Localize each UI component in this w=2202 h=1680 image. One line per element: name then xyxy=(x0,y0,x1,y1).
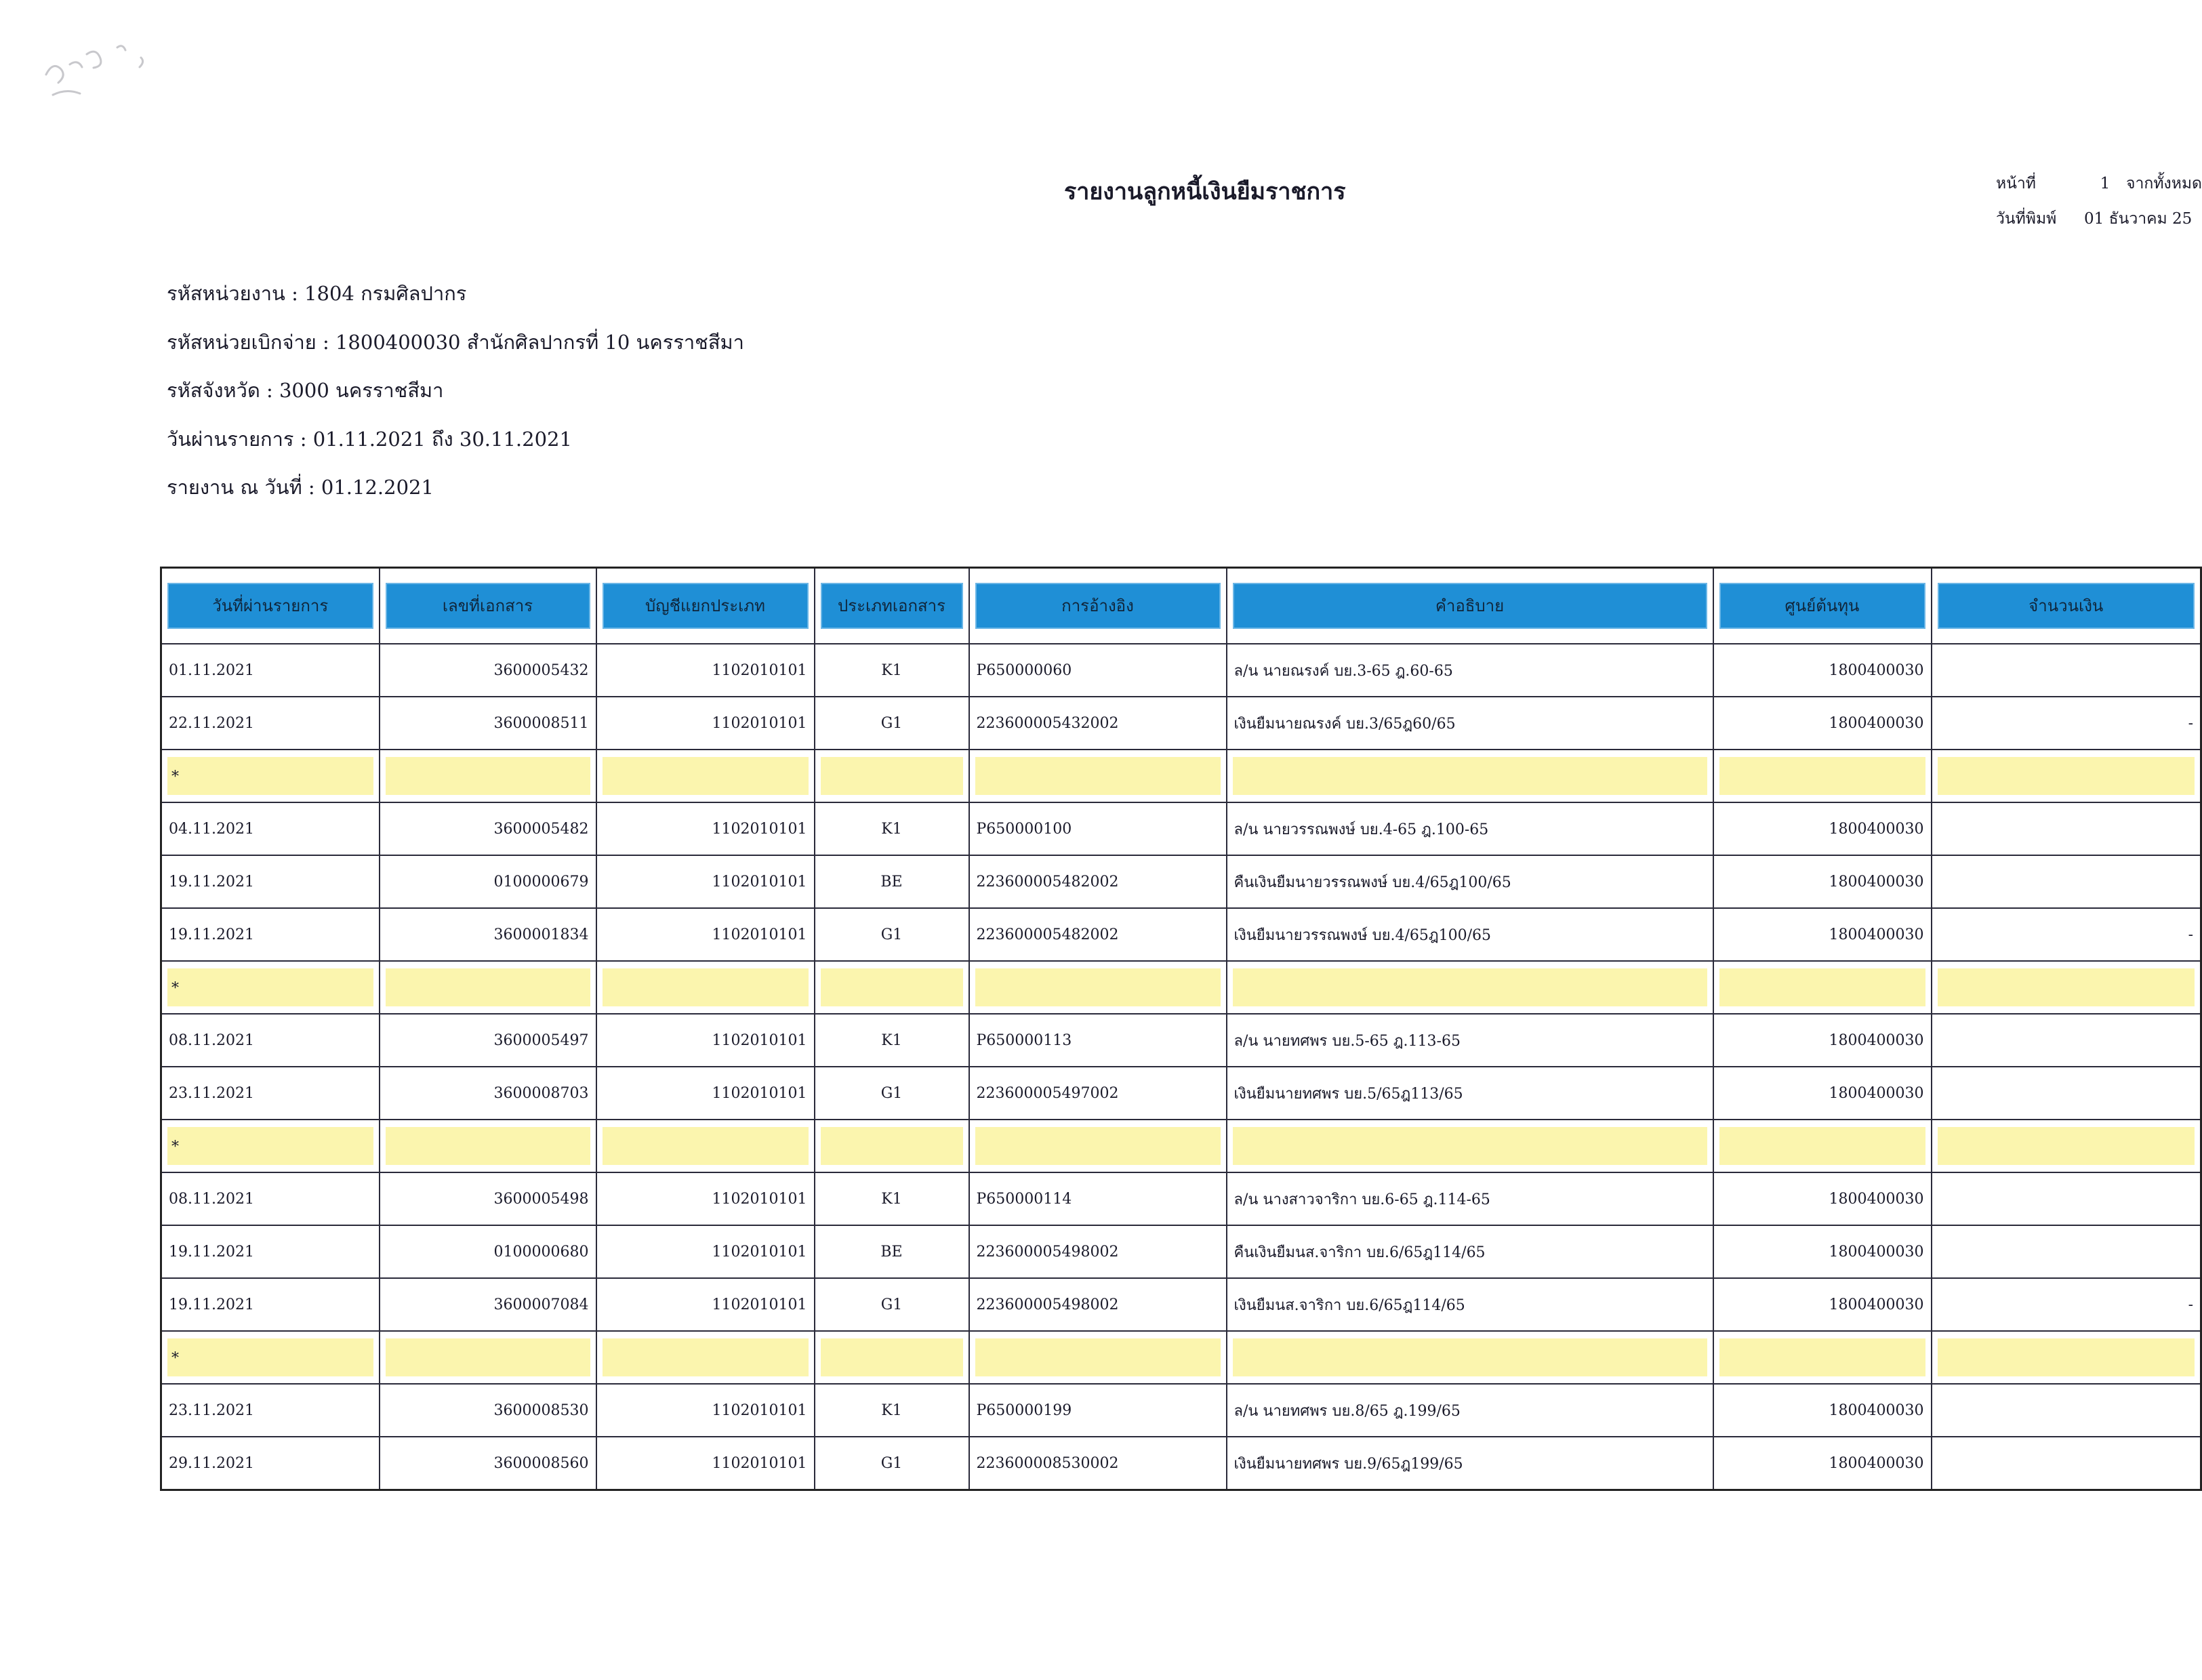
separator-fill xyxy=(1938,757,2195,795)
cell-ledger: 1102010101 xyxy=(596,1278,815,1331)
cell-cost-center: 1800400030 xyxy=(1713,855,1932,908)
separator-fill xyxy=(821,1338,963,1376)
separator-fill xyxy=(975,968,1221,1006)
cell-ledger: 1102010101 xyxy=(596,802,815,855)
cell-amount xyxy=(1932,855,2201,908)
column-header-cost-center: ศูนย์ต้นทุน xyxy=(1713,568,1932,644)
subtotal-marker: * xyxy=(167,968,373,1006)
separator-cell xyxy=(815,750,969,802)
cell-document-type: K1 xyxy=(815,802,969,855)
cell-ledger: 1102010101 xyxy=(596,1225,815,1278)
cell-amount: - xyxy=(1932,1278,2201,1331)
separator-cell xyxy=(596,1331,815,1384)
cell-document-number: 3600001834 xyxy=(380,908,596,961)
cell-document-type: G1 xyxy=(815,697,969,750)
separator-fill xyxy=(386,968,590,1006)
page-info xyxy=(1996,166,2202,237)
cell-document-number: 3600005497 xyxy=(380,1014,596,1067)
subtotal-separator-row xyxy=(161,1120,2201,1172)
cell-document-number: 3600005498 xyxy=(380,1172,596,1225)
separator-fill xyxy=(821,757,963,795)
cell-posting-date: 23.11.2021 xyxy=(161,1067,380,1120)
cell-document-number: 3600008703 xyxy=(380,1067,596,1120)
cell-document-number: 3600008560 xyxy=(380,1437,596,1490)
debtor-table xyxy=(160,567,2202,1491)
separator-cell xyxy=(969,1120,1227,1172)
separator-cell xyxy=(815,1120,969,1172)
separator-cell xyxy=(380,961,596,1014)
table-row xyxy=(161,1172,2201,1225)
separator-fill xyxy=(821,968,963,1006)
table-row xyxy=(161,802,2201,855)
separator-fill xyxy=(1719,1338,1925,1376)
separator-cell xyxy=(969,961,1227,1014)
separator-cell xyxy=(596,750,815,802)
cell-document-type: G1 xyxy=(815,908,969,961)
cell-ledger: 1102010101 xyxy=(596,1437,815,1490)
separator-cell xyxy=(969,750,1227,802)
cell-posting-date: 19.11.2021 xyxy=(161,908,380,961)
cell-document-number: 3600008511 xyxy=(380,697,596,750)
separator-fill xyxy=(1719,757,1925,795)
cell-posting-date: 08.11.2021 xyxy=(161,1172,380,1225)
separator-cell xyxy=(161,1331,380,1384)
cell-amount xyxy=(1932,644,2201,697)
cell-ledger: 1102010101 xyxy=(596,1172,815,1225)
subtotal-separator-row xyxy=(161,750,2201,802)
separator-fill xyxy=(386,1338,590,1376)
separator-cell xyxy=(596,961,815,1014)
cell-description: เงินยืมนายทศพร บย.5/65ฎ113/65 xyxy=(1227,1067,1713,1120)
disbursing-unit-code: รหัสหน่วยเบิกจ่าย : 1800400030 สำนักศิลปากรที่ 10 นครราชสีมา xyxy=(167,330,744,354)
cell-reference: P650000114 xyxy=(969,1172,1227,1225)
separator-cell xyxy=(1932,961,2201,1014)
cell-posting-date: 08.11.2021 xyxy=(161,1014,380,1067)
separator-cell xyxy=(1713,1120,1932,1172)
table-row xyxy=(161,697,2201,750)
cell-cost-center: 1800400030 xyxy=(1713,644,1932,697)
cell-document-type: K1 xyxy=(815,644,969,697)
cell-posting-date: 01.11.2021 xyxy=(161,644,380,697)
column-header-ledger: บัญชีแยกประเภท xyxy=(596,568,815,644)
separator-cell xyxy=(1932,750,2201,802)
cell-amount xyxy=(1932,1067,2201,1120)
cell-description: ล/น นางสาวจาริกา บย.6-65 ฎ.114-65 xyxy=(1227,1172,1713,1225)
separator-fill xyxy=(1938,1338,2195,1376)
cell-amount xyxy=(1932,1014,2201,1067)
separator-fill xyxy=(1938,1127,2195,1165)
cell-amount xyxy=(1932,1225,2201,1278)
cell-ledger: 1102010101 xyxy=(596,1067,815,1120)
cell-description: คืนเงินยืมนส.จาริกา บย.6/65ฎ114/65 xyxy=(1227,1225,1713,1278)
cell-document-number: 0100000680 xyxy=(380,1225,596,1278)
separator-cell xyxy=(969,1331,1227,1384)
separator-fill xyxy=(1233,1127,1707,1165)
separator-fill xyxy=(1719,1127,1925,1165)
separator-cell xyxy=(380,1331,596,1384)
cell-reference: P650000060 xyxy=(969,644,1227,697)
scan-stamp-mark xyxy=(33,27,155,115)
separator-fill xyxy=(603,1338,809,1376)
cell-reference: 223600005482002 xyxy=(969,855,1227,908)
agency-code: รหัสหน่วยงาน : 1804 กรมศิลปากร xyxy=(167,282,467,305)
table-row xyxy=(161,1384,2201,1437)
cell-cost-center: 1800400030 xyxy=(1713,1225,1932,1278)
print-date: 01 ธันวาคม 25 xyxy=(2084,210,2193,228)
cell-amount xyxy=(1932,1437,2201,1490)
cell-ledger: 1102010101 xyxy=(596,855,815,908)
cell-reference: 223600005482002 xyxy=(969,908,1227,961)
separator-cell xyxy=(1227,750,1713,802)
cell-amount: - xyxy=(1932,908,2201,961)
separator-fill xyxy=(603,968,809,1006)
cell-posting-date: 19.11.2021 xyxy=(161,1278,380,1331)
separator-cell xyxy=(1227,1331,1713,1384)
separator-fill xyxy=(603,757,809,795)
cell-posting-date: 04.11.2021 xyxy=(161,802,380,855)
cell-reference: 223600005498002 xyxy=(969,1225,1227,1278)
table-row xyxy=(161,1437,2201,1490)
separator-cell xyxy=(1932,1120,2201,1172)
cell-cost-center: 1800400030 xyxy=(1713,1437,1932,1490)
cell-document-number: 3600005432 xyxy=(380,644,596,697)
cell-posting-date: 22.11.2021 xyxy=(161,697,380,750)
subtotal-marker: * xyxy=(167,1338,373,1376)
table-row xyxy=(161,1225,2201,1278)
cell-description: ล/น นายณรงค์ บย.3-65 ฎ.60-65 xyxy=(1227,644,1713,697)
cell-document-number: 0100000679 xyxy=(380,855,596,908)
cell-cost-center: 1800400030 xyxy=(1713,1384,1932,1437)
subtotal-separator-row xyxy=(161,1331,2201,1384)
cell-document-type: G1 xyxy=(815,1278,969,1331)
separator-fill xyxy=(1938,968,2195,1006)
report-title: รายงานลูกหนี้เงินยืมราชการ xyxy=(1064,178,1346,205)
separator-fill xyxy=(821,1127,963,1165)
cell-cost-center: 1800400030 xyxy=(1713,1278,1932,1331)
cell-description: ล/น นายวรรณพงษ์ บย.4-65 ฎ.100-65 xyxy=(1227,802,1713,855)
cell-reference: 223600008530002 xyxy=(969,1437,1227,1490)
column-header-amount: จำนวนเงิน xyxy=(1932,568,2201,644)
cell-cost-center: 1800400030 xyxy=(1713,1014,1932,1067)
separator-fill xyxy=(1233,968,1707,1006)
cell-document-number: 3600007084 xyxy=(380,1278,596,1331)
cell-reference: 223600005432002 xyxy=(969,697,1227,750)
column-header-description: คำอธิบาย xyxy=(1227,568,1713,644)
cell-description: เงินยืมนายณรงค์ บย.3/65ฎ60/65 xyxy=(1227,697,1713,750)
province-code: รหัสจังหวัด : 3000 นครราชสีมา xyxy=(167,379,444,402)
cell-document-type: G1 xyxy=(815,1067,969,1120)
column-header-document-type: ประเภทเอกสาร xyxy=(815,568,969,644)
cell-description: เงินยืมนายวรรณพงษ์ บย.4/65ฎ100/65 xyxy=(1227,908,1713,961)
separator-cell xyxy=(1932,1331,2201,1384)
cell-cost-center: 1800400030 xyxy=(1713,802,1932,855)
cell-document-type: K1 xyxy=(815,1014,969,1067)
table-row xyxy=(161,855,2201,908)
separator-cell xyxy=(380,1120,596,1172)
table-body xyxy=(161,644,2201,1490)
cell-cost-center: 1800400030 xyxy=(1713,1067,1932,1120)
separator-cell xyxy=(815,1331,969,1384)
separator-cell xyxy=(161,1120,380,1172)
separator-cell xyxy=(1713,1331,1932,1384)
separator-cell xyxy=(1713,750,1932,802)
cell-cost-center: 1800400030 xyxy=(1713,697,1932,750)
page-label: หน้าที่ xyxy=(1996,175,2036,192)
cell-ledger: 1102010101 xyxy=(596,1014,815,1067)
separator-fill xyxy=(386,1127,590,1165)
column-header-reference: การอ้างอิง xyxy=(969,568,1227,644)
cell-document-type: BE xyxy=(815,1225,969,1278)
separator-fill xyxy=(1233,1338,1707,1376)
cell-cost-center: 1800400030 xyxy=(1713,908,1932,961)
print-date-label: วันที่พิมพ์ xyxy=(1996,210,2057,228)
column-header-document-number: เลขที่เอกสาร xyxy=(380,568,596,644)
separator-fill xyxy=(1233,757,1707,795)
separator-cell xyxy=(1227,961,1713,1014)
cell-ledger: 1102010101 xyxy=(596,644,815,697)
separator-fill xyxy=(1719,968,1925,1006)
cell-posting-date: 19.11.2021 xyxy=(161,855,380,908)
separator-fill xyxy=(975,757,1221,795)
cell-description: คืนเงินยืมนายวรรณพงษ์ บย.4/65ฎ100/65 xyxy=(1227,855,1713,908)
cell-amount xyxy=(1932,1172,2201,1225)
cell-document-type: BE xyxy=(815,855,969,908)
subtotal-marker: * xyxy=(167,757,373,795)
separator-fill xyxy=(975,1338,1221,1376)
separator-cell xyxy=(380,750,596,802)
report-metadata xyxy=(167,278,744,520)
cell-ledger: 1102010101 xyxy=(596,908,815,961)
cell-amount: - xyxy=(1932,697,2201,750)
cell-reference: P650000113 xyxy=(969,1014,1227,1067)
cell-reference: P650000199 xyxy=(969,1384,1227,1437)
cell-ledger: 1102010101 xyxy=(596,697,815,750)
table-header-row xyxy=(161,568,2201,644)
cell-document-number: 3600005482 xyxy=(380,802,596,855)
column-header-posting-date: วันที่ผ่านรายการ xyxy=(161,568,380,644)
subtotal-separator-row xyxy=(161,961,2201,1014)
cell-reference: 223600005498002 xyxy=(969,1278,1227,1331)
separator-cell xyxy=(1227,1120,1713,1172)
cell-description: เงินยืมนส.จาริกา บย.6/65ฎ114/65 xyxy=(1227,1278,1713,1331)
separator-cell xyxy=(161,750,380,802)
cell-reference: P650000100 xyxy=(969,802,1227,855)
cell-posting-date: 23.11.2021 xyxy=(161,1384,380,1437)
cell-amount xyxy=(1932,802,2201,855)
cell-ledger: 1102010101 xyxy=(596,1384,815,1437)
separator-fill xyxy=(975,1127,1221,1165)
report-date: รายงาน ณ วันที่ : 01.12.2021 xyxy=(167,476,434,499)
cell-document-type: K1 xyxy=(815,1384,969,1437)
cell-document-type: G1 xyxy=(815,1437,969,1490)
table-row xyxy=(161,1067,2201,1120)
cell-posting-date: 19.11.2021 xyxy=(161,1225,380,1278)
separator-fill xyxy=(386,757,590,795)
cell-reference: 223600005497002 xyxy=(969,1067,1227,1120)
cell-document-type: K1 xyxy=(815,1172,969,1225)
table-row xyxy=(161,644,2201,697)
cell-description: ล/น นายทศพร บย.5-65 ฎ.113-65 xyxy=(1227,1014,1713,1067)
cell-posting-date: 29.11.2021 xyxy=(161,1437,380,1490)
separator-fill xyxy=(603,1127,809,1165)
total-pages-label: จากทั้งหมด xyxy=(2126,175,2202,192)
table-row xyxy=(161,1014,2201,1067)
subtotal-marker: * xyxy=(167,1127,373,1165)
posting-period: วันผ่านรายการ : 01.11.2021 ถึง 30.11.2021 xyxy=(167,427,572,451)
separator-cell xyxy=(161,961,380,1014)
table-row xyxy=(161,1278,2201,1331)
table-row xyxy=(161,908,2201,961)
page-number: 1 xyxy=(2100,175,2111,192)
separator-cell xyxy=(596,1120,815,1172)
cell-document-number: 3600008530 xyxy=(380,1384,596,1437)
cell-amount xyxy=(1932,1384,2201,1437)
cell-description: ล/น นายทศพร บย.8/65 ฎ.199/65 xyxy=(1227,1384,1713,1437)
separator-cell xyxy=(815,961,969,1014)
cell-description: เงินยืมนายทศพร บย.9/65ฎ199/65 xyxy=(1227,1437,1713,1490)
cell-cost-center: 1800400030 xyxy=(1713,1172,1932,1225)
separator-cell xyxy=(1713,961,1932,1014)
